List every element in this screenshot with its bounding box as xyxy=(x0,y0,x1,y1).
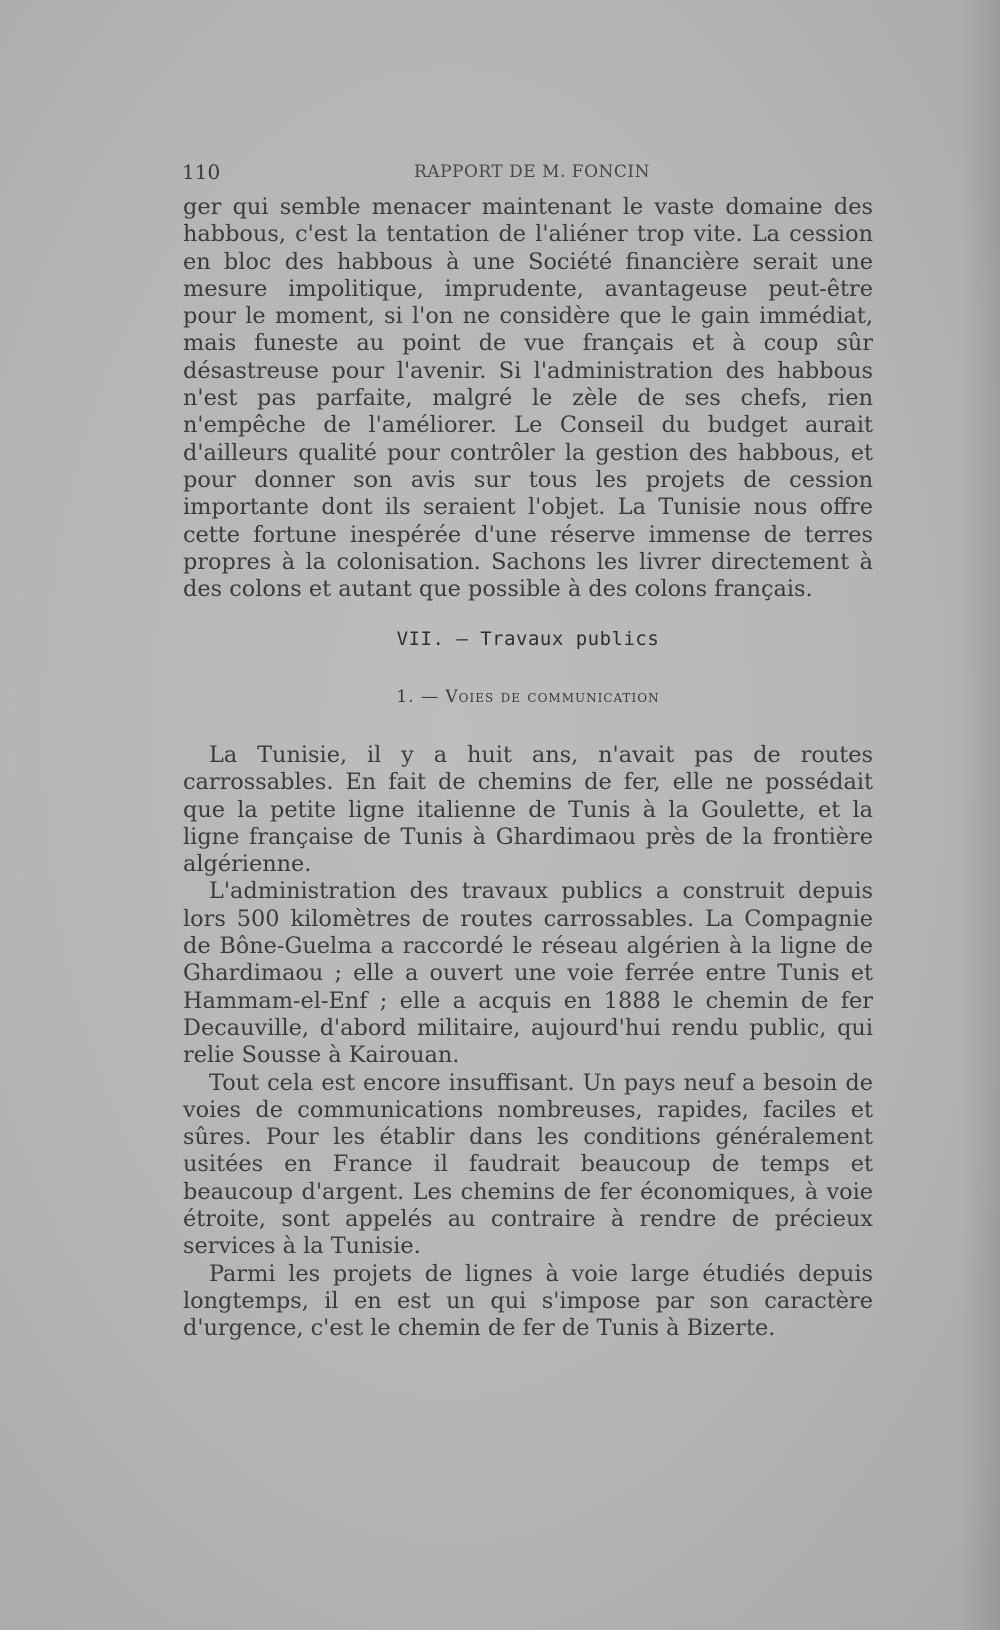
running-head: RAPPORT DE M. FONCIN xyxy=(414,162,650,182)
body-paragraph: L'administration des travaux publics a construit depuis lors 500 kilomètres de routes carrossables. La Compagnie de Bône-Guelma a raccordé le réseau algérien à la ligne de Ghardimaou ; elle a ouvert une voie ferrée entre Tunis et Hammam-el-Enf ; elle a acquis en 1888 le chemin de fer Decauville, d'abord militaire, aujourd'hui rendu public, qui relie Sousse à Kairouan. xyxy=(183,878,873,1069)
page-header xyxy=(182,160,872,190)
intro-paragraph: ger qui semble menacer maintenant le vaste domaine des habbous, c'est la tentation de l'aliéner trop vite. La cession en bloc des habbous à une Société financière serait une mesure impolitique, imprudente, avantageuse peut-être pour le moment, si l'on ne considère que le gain immédiat, mais funeste au point de vue français et à coup sûr désastreuse pour l'avenir. Si l'administration des habbous n'est pas parfaite, malgré le zèle de ses chefs, rien n'empêche de l'améliorer. Le Conseil du budget aurait d'ailleurs qualité pour contrôler la gestion des habbous, et pour donner son avis sur tous les projets de cession importante dont ils seraient l'objet. La Tunisie nous offre cette fortune inespérée d'une réserve immense de terres propres à la colonisation. Sachons les livrer directement à des colons et autant que possible à des colons français. xyxy=(183,194,873,603)
subsection-title: 1. — Voies de communication xyxy=(396,687,660,707)
section-body xyxy=(183,742,873,1343)
page-edge-shadow xyxy=(960,0,1000,1630)
section-title: VII. — Travaux publics xyxy=(396,628,660,650)
body-paragraph: Tout cela est encore insuffisant. Un pays neuf a besoin de voies de communications nombreuses, rapides, faciles et sûres. Pour les établir dans les conditions généralement usitées en France il faudrait beaucoup de temps et beaucoup d'argent. Les chemins de fer économiques, à voie étroite, sont appelés au contraire à rendre de précieux services à la Tunisie. xyxy=(183,1069,873,1260)
body-paragraph: Parmi les projets de lignes à voie large étudiés depuis longtemps, il en est un qui s'impose par son caractère d'urgence, c'est le chemin de fer de Tunis à Bizerte. xyxy=(183,1260,873,1342)
intro-paragraph-block xyxy=(183,194,873,603)
page-number: 110 xyxy=(182,160,221,184)
body-paragraph: La Tunisie, il y a huit ans, n'avait pas de routes carrossables. En fait de chemins de fer, elle ne possédait que la petite ligne italienne de Tunis à la Goulette, et la ligne française de Tunis à Ghardimaou près de la frontière algérienne. xyxy=(183,742,873,878)
